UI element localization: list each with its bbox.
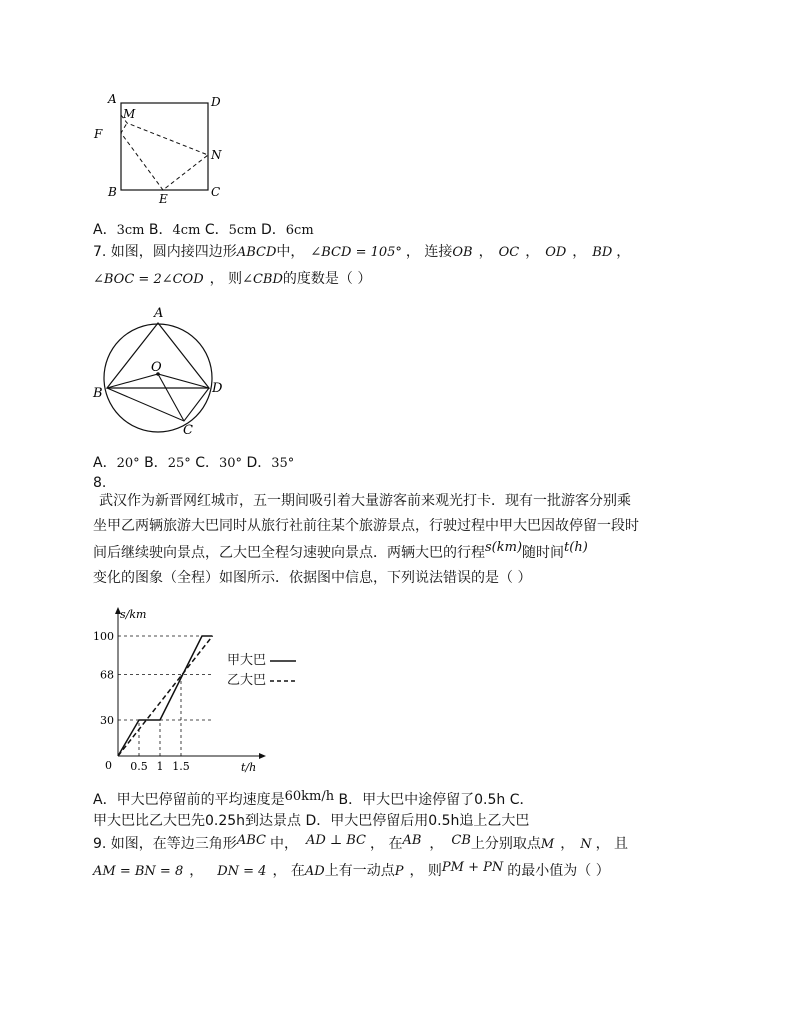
q7-math: BD — [592, 245, 613, 260]
q7-text: 的度数是（ ） — [282, 271, 372, 287]
legend-solid-line-icon — [270, 658, 296, 664]
q9-math: P — [394, 864, 404, 879]
q7-math: ∠CBD — [242, 272, 283, 287]
label-D: D — [211, 95, 221, 109]
q9-text: ， 且 — [595, 836, 629, 852]
q6-option-c-value: 5cm — [228, 223, 257, 238]
q7-math: ∠BOC = 2∠COD — [93, 272, 204, 287]
q9-math: AB — [402, 833, 422, 848]
legend-label-jia: 甲大巴 — [227, 653, 267, 668]
q9-stem-line2 — [93, 862, 610, 881]
q8-stem-line2: 坐甲乙两辆旅游大巴同时从旅行社前往某个旅游景点，行驶过程中甲大巴因故停留一段时 — [93, 518, 639, 534]
label-D: D — [212, 381, 223, 396]
q9-text: 上有一动点 — [324, 863, 395, 879]
x-axis-label: t/h — [241, 761, 257, 774]
q6-option-c-letter: C． — [204, 222, 229, 238]
q6-option-a-value: 3cm — [116, 223, 145, 238]
origin-label: 0 — [105, 759, 112, 772]
q7-text: ， — [572, 244, 587, 260]
q7-option-d-letter: D． — [246, 455, 272, 471]
y-axis-label: s/km — [120, 608, 147, 621]
q9-math: ABC — [236, 833, 266, 848]
q9-text: ， — [429, 836, 444, 852]
q6-option-b-letter: B． — [148, 222, 173, 238]
q9-math: AD ⊥ BC — [305, 833, 366, 848]
label-O: O — [151, 360, 162, 375]
q7-text: 中， — [276, 244, 305, 260]
label-A: A — [108, 92, 117, 106]
x-tick-label: 1 — [156, 760, 164, 773]
q7-math: ∠BCD = 105° — [310, 245, 402, 260]
q9-math: AM = BN = 8 — [93, 864, 184, 879]
q9-text: 9. 如图，在等边三角形 — [93, 836, 237, 852]
label-C: C — [183, 423, 193, 438]
q9-math: CB — [451, 833, 471, 848]
legend-item-jia — [227, 651, 296, 671]
q8-math: s(km) — [485, 540, 523, 555]
q9-math: M — [540, 837, 555, 852]
q7-text: ， 则 — [209, 271, 243, 287]
q9-text: 中， — [269, 836, 298, 852]
y-tick-label: 30 — [100, 714, 114, 727]
q9-text: ， 在 — [370, 836, 403, 852]
square-figure — [90, 92, 230, 206]
q7-math: OB — [452, 245, 473, 260]
label-C: C — [211, 185, 221, 199]
q9-text: ， — [560, 836, 575, 852]
circle-figure — [88, 303, 228, 438]
q9-text: ， 在 — [272, 863, 305, 879]
q9-text: 的最小值为（ ） — [507, 863, 610, 879]
q7-text: ， — [616, 244, 631, 260]
q8-option-a: A．甲大巴停留前的平均速度是 — [93, 792, 285, 808]
label-B: B — [108, 185, 117, 199]
q6-option-a-letter: A． — [93, 222, 117, 238]
label-A: A — [154, 306, 164, 321]
q9-text: ， 则 — [409, 863, 442, 879]
label-B: B — [93, 386, 103, 401]
q7-text: ， 连接 — [405, 244, 453, 260]
q6-option-d-value: 6cm — [285, 223, 314, 238]
q8-number: 8. — [93, 475, 107, 491]
q6-option-b-value: 4cm — [172, 223, 201, 238]
q8-math: t(h) — [564, 540, 588, 555]
q8-math: 60km/h — [284, 789, 335, 804]
q8-text: 间后继续驶向景点，乙大巴全程匀速驶向景点．两辆大巴的行程 — [93, 545, 485, 561]
label-E: E — [159, 192, 168, 206]
q6-option-d-letter: D． — [261, 222, 286, 238]
q9-text: 上分别取点 — [470, 836, 541, 852]
q9-math: AD — [304, 864, 325, 879]
q7-math: OD — [545, 245, 567, 260]
q7-math: OC — [498, 245, 520, 260]
q7-stem-line1 — [93, 243, 630, 262]
legend — [227, 651, 296, 691]
q8-options-line1 — [93, 791, 534, 810]
q8-stem-line4: 变化的图象（全程）如图所示．依据图中信息，下列说法错误的是（ ） — [93, 570, 532, 586]
q7-text: ， — [525, 244, 540, 260]
distance-time-chart — [93, 606, 300, 776]
q8-stem-line3 — [93, 540, 588, 563]
q9-math: N — [580, 837, 592, 852]
q9-math: PM + PN — [441, 860, 504, 875]
q7-option-b-letter: B． — [144, 455, 168, 471]
q8-stem-line1: 武汉作为新晋网红城市，五一期间吸引着大量游客前来观光打卡．现有一批游客分别乘 — [99, 493, 631, 509]
q8-option-b: B．甲大巴中途停留了0.5h C． — [338, 792, 534, 808]
q7-options — [93, 454, 294, 473]
q7-math: ABCD — [236, 245, 277, 260]
x-axis-arrow — [259, 753, 266, 759]
label-F: F — [94, 127, 103, 141]
q7-option-a-letter: A． — [93, 455, 117, 471]
q7-stem-line2 — [93, 270, 371, 289]
q7-option-d-value: 35° — [271, 456, 295, 471]
x-tick-label: 1.5 — [172, 760, 190, 773]
q7-text: ， — [478, 244, 493, 260]
q7-option-b-value: 25° — [167, 456, 191, 471]
series-line-yi — [118, 636, 213, 756]
q7-option-c-value: 30° — [218, 456, 243, 471]
label-M: M — [123, 107, 136, 121]
y-tick-label: 100 — [93, 630, 114, 643]
q7-option-c-letter: C． — [195, 455, 219, 471]
q8-options-line2: 甲大巴比乙大巴先0.25h到达景点 D．甲大巴停留后用0.5h追上乙大巴 — [93, 813, 530, 829]
legend-item-yi — [227, 671, 296, 691]
q6-options — [93, 221, 314, 240]
y-tick-label: 68 — [100, 668, 114, 682]
q9-stem-line1 — [93, 835, 628, 854]
legend-dashed-line-icon — [270, 678, 296, 684]
q8-text: 随时间 — [522, 545, 565, 561]
q9-text: ， — [189, 863, 204, 879]
q7-option-a-value: 20° — [116, 456, 140, 471]
legend-label-yi: 乙大巴 — [227, 673, 267, 688]
label-N: N — [211, 148, 222, 162]
q7-text: 7. 如图，圆内接四边形 — [93, 244, 237, 260]
q9-math: DN = 4 — [217, 864, 267, 879]
x-tick-label: 0.5 — [130, 760, 148, 773]
